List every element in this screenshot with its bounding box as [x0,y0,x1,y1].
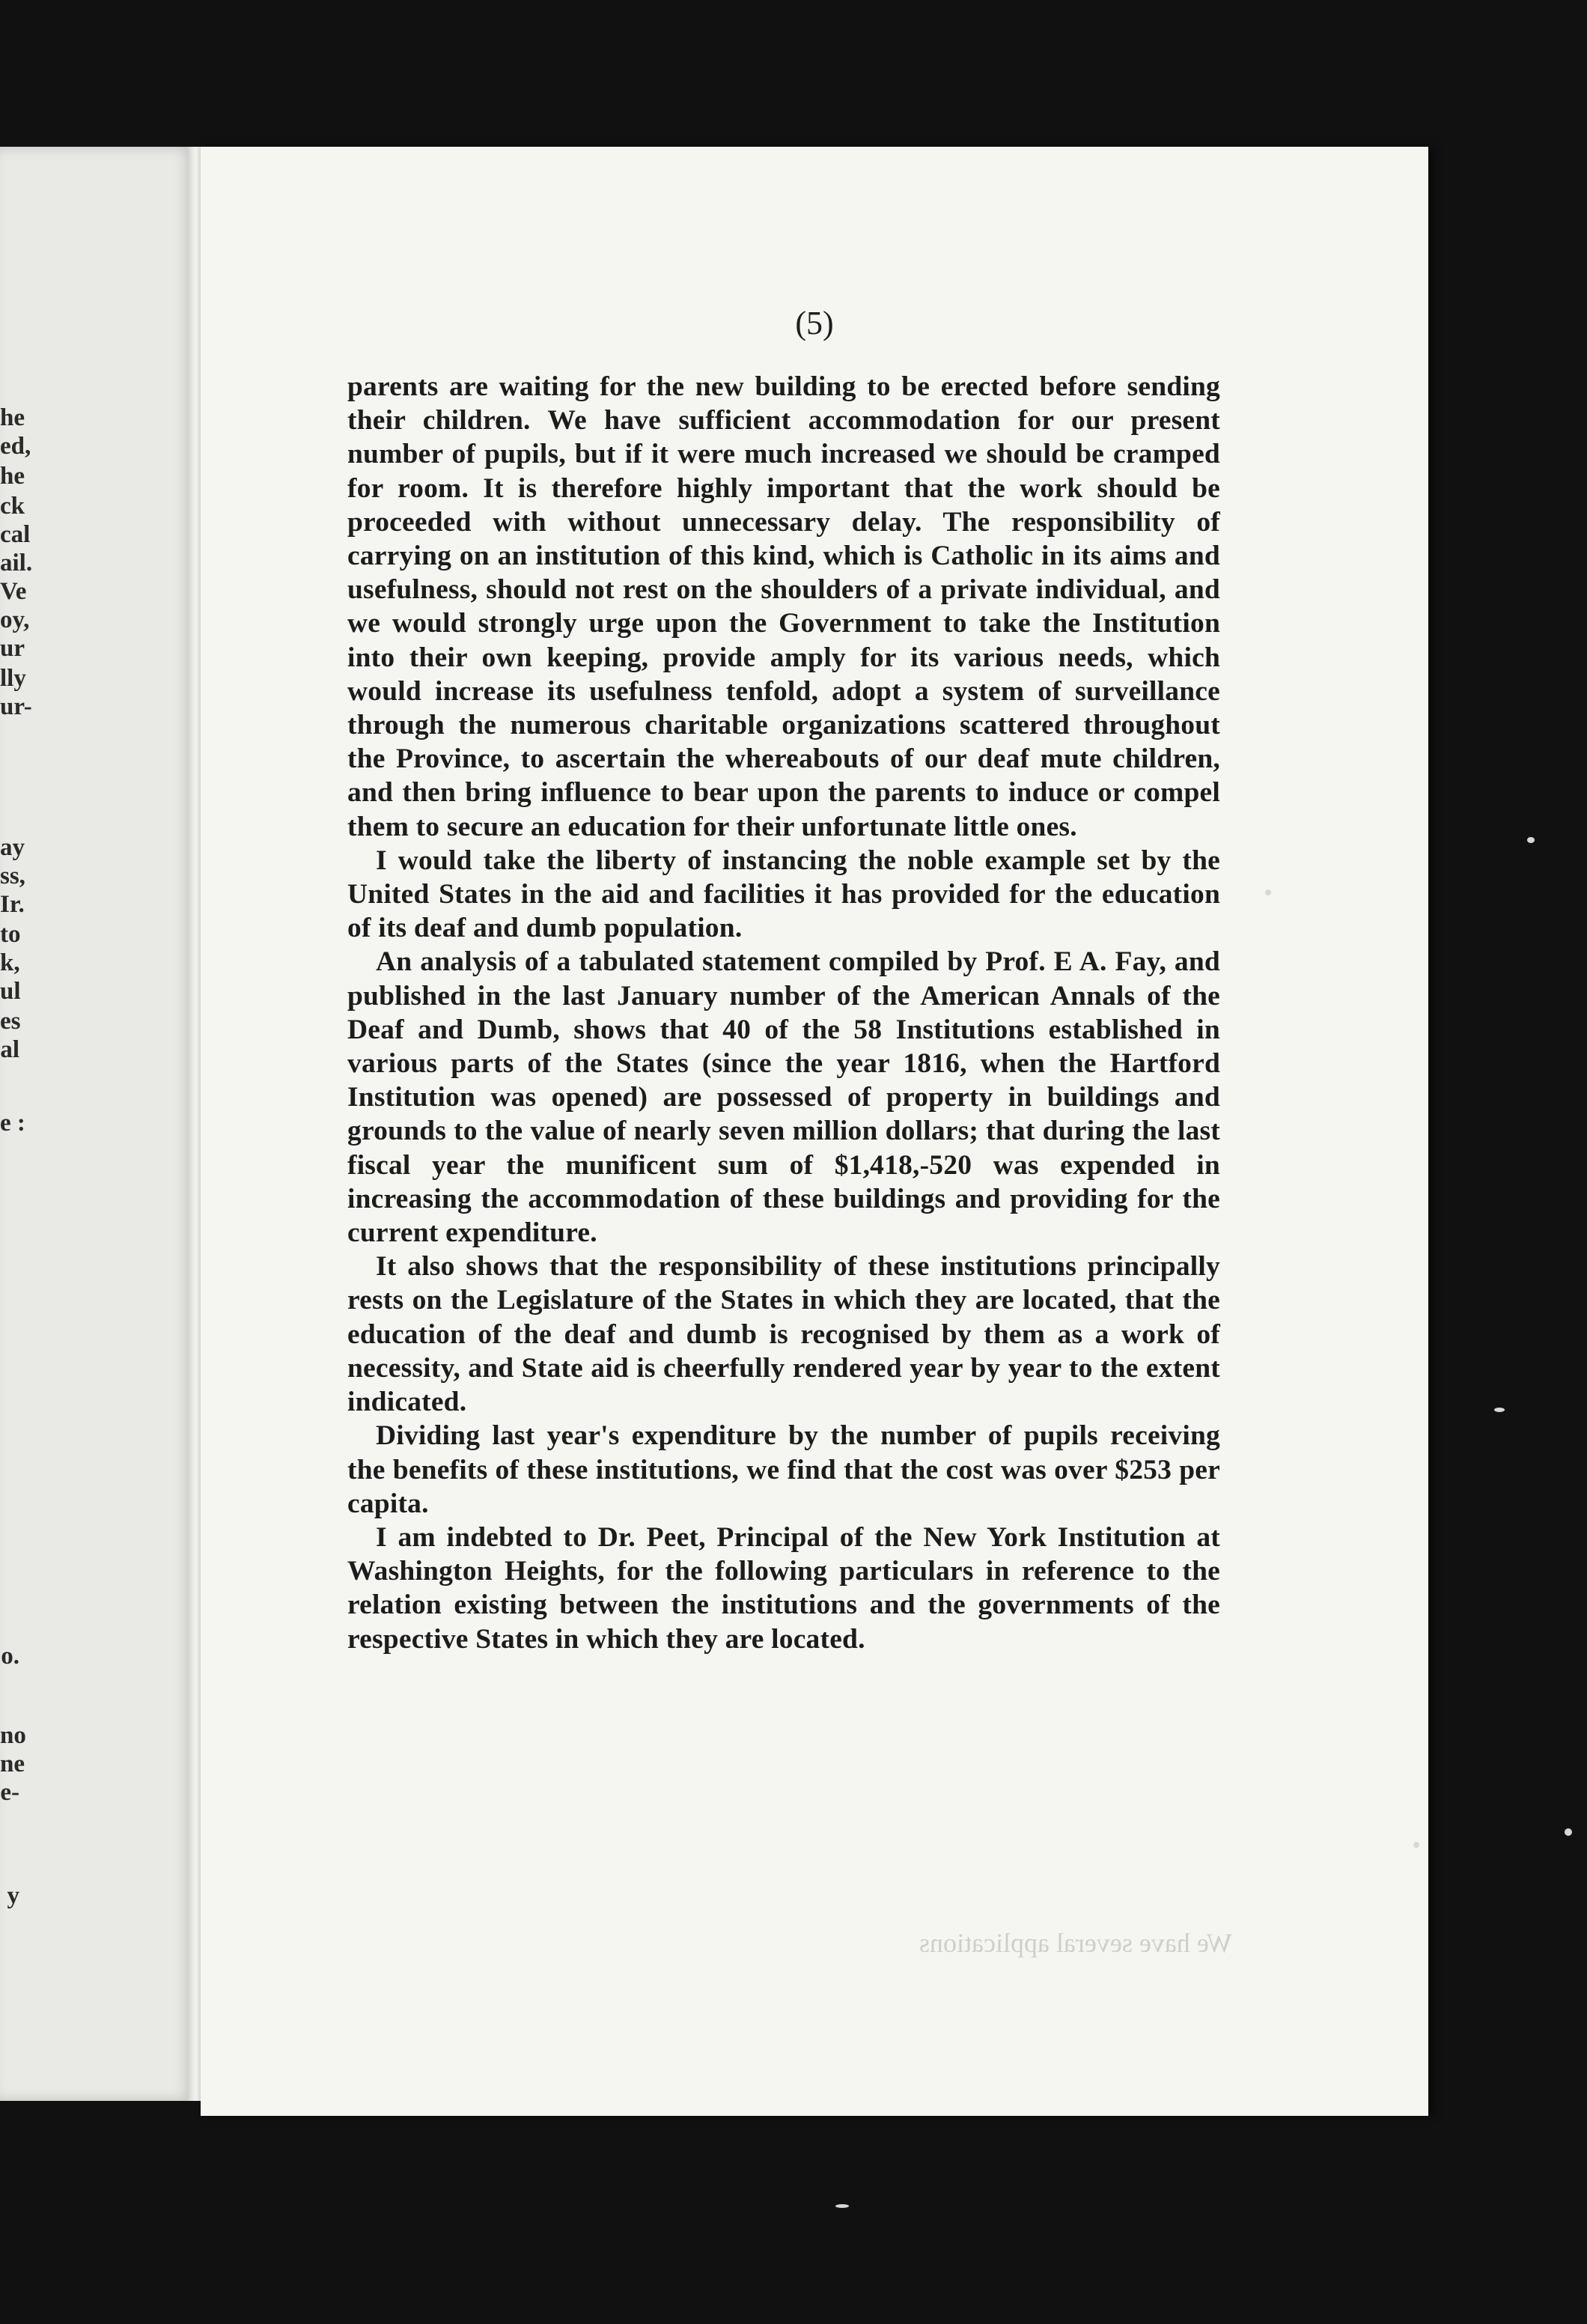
fragment: o. [1,1643,19,1670]
document-page [201,147,1428,2116]
fragment: ul [0,978,21,1005]
fragment: ck [0,493,25,520]
paragraph: parents are waiting for the new building to be erected before sending their children. We have sufficient accommodation for our present number of pupils, but if it were much increased we should be cramped for room. It is therefore highly important that the work should be proceeded with without unnecessary delay. The responsibility of carrying on an institution of this kind, which is Catholic in its aims and usefulness, should not rest on the shoulders of a private individual, and we would strongly urge upon the Government to take the Institution into their own keeping, provide amply for its various needs, which would increase its usefulness tenfold, adopt a system of surveillance through the numerous charitable organizations scattered throughout the Province, to ascertain the whereabouts of our deaf mute children, and then bring influence to bear upon the parents to induce or compel them to secure an education for their unfortunate little ones. [347,371,1220,842]
fragment: y [7,1882,19,1909]
left-page-fragments [0,147,187,2101]
fragment: al [0,1036,19,1063]
scan-speck [1494,1408,1505,1412]
fragment: ur [0,635,25,662]
fragment: ed, [0,433,31,460]
fragment: Ve [0,578,27,605]
fragment: cal [0,521,31,548]
paragraph: I would take the liberty of instancing the noble example set by the United States in the aid and facilities it has provided for the education of its deaf and dumb population. [347,845,1220,944]
scan-speck [835,2204,849,2208]
scan-speck [1527,837,1535,843]
fragment: ne [0,1750,25,1777]
fragment: he [0,404,25,431]
fragment: Ir. [0,891,25,918]
paragraph: Dividing last year's expenditure by the number of pupils receiving the benefits of these institutions, we find that the cost was over $253 per capita. [347,1420,1220,1519]
body-text [347,370,1220,1656]
fragment: ss, [0,863,25,889]
fragment: k, [0,949,20,976]
fragment: to [0,921,21,948]
scan-speck [1413,1842,1419,1848]
fragment: es [0,1008,21,1035]
left-facing-page [0,147,195,2101]
fragment: no [0,1722,26,1749]
scan-speck [1565,1828,1572,1836]
fragment: e- [0,1779,19,1806]
fragment: lly [0,665,26,692]
scan-speck [1265,889,1271,895]
paragraph: It also shows that the responsibility of these institutions principally rests on the Legislature of the States in which they are located, that the education of the deaf and dumb is recognised by them as a work of necessity, and State aid is cheerfully rendered year by year to the extent indicated. [347,1251,1220,1418]
paragraph: I am indebted to Dr. Peet, Principal of the New York Institution at Washington Heights, for the following particulars in reference to the relation existing between the institutions and the governments of the respective States in which they are located. [347,1521,1220,1655]
fragment: e : [0,1110,25,1137]
fragment: he [0,463,25,490]
fragment: ail. [0,550,33,577]
fragment: oy, [0,606,30,633]
fragment: ur- [0,693,32,720]
fragment: ay [0,834,25,861]
paragraph: An analysis of a tabulated statement compiled by Prof. E A. Fay, and published in the last January number of the American Annals of the Deaf and Dumb, shows that 40 of the 58 Institutions established in various parts of the States (since the year 1816, when the Hartford Institution was opened) are possessed of property in buildings and grounds to the value of nearly seven million dollars; that during the last fiscal year the munificent sum of $1,418,-520 was expended in increasing the accommodation of these buildings and providing for the current expenditure. [347,946,1220,1249]
bleed-through-text: We have several applications [919,1928,1232,1958]
page-number: (5) [795,305,834,341]
